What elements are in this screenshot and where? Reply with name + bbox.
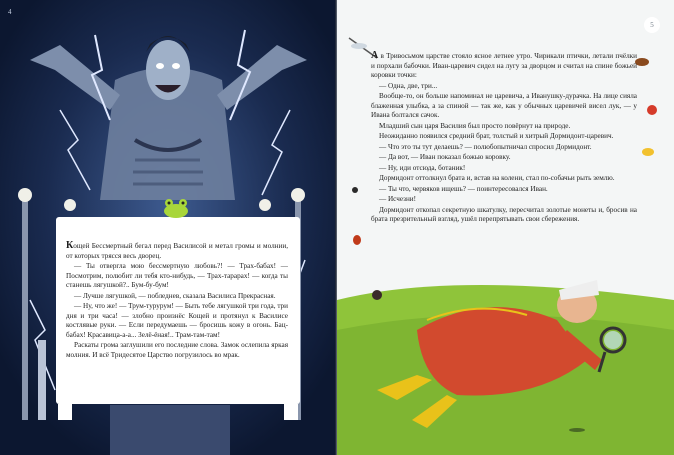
ladybug-icon bbox=[647, 105, 657, 115]
paragraph: — Исчезни! bbox=[379, 195, 417, 203]
beetle-icon bbox=[353, 235, 361, 245]
ant-icon bbox=[352, 187, 358, 193]
right-page bbox=[337, 0, 674, 455]
paragraph: Дормидонт оттолкнул брата и, встав на колени, стал по-собачьи рыть землю. bbox=[379, 174, 615, 182]
wasp-icon bbox=[635, 58, 649, 66]
paragraph: — Ну, что же! — Трум-турурум! — Быть тебе лягушкой три года, три дня и три часа! — злобно произнёс Кощей и протянул к Василисе костлявые руки. — Если передумаешь — бросишь кожу в огонь. Бац-бабах! Красавица-а-а... Зелё-ёная!.. Трам-там-там! bbox=[66, 302, 288, 339]
bee-icon bbox=[642, 148, 654, 156]
paragraph: Дормидонт откопал секретную шкатулку, пересчитал золотые монеты и, бросив на брата презрительный взгляд, ушёл перепрятывать свои сбережения. bbox=[371, 205, 637, 223]
paragraph: — Лучше лягушкой, — побледнев, сказала Василиса Прекрасная. bbox=[74, 291, 276, 300]
scroll-foot-left bbox=[58, 404, 72, 420]
page-number-left: 4 bbox=[8, 8, 12, 16]
paragraph: — Одна, две, три... bbox=[379, 81, 438, 90]
paragraph: — Да вот, — Иван показал божью коровку. bbox=[379, 153, 511, 161]
right-page-text bbox=[371, 51, 637, 226]
paragraph: Вообще-то, он больше напоминал не царевича, а Иванушку-дурачка. На лице сияла блаженная улыбка, а за спиной — так же, как у обычных царевичей висел лук, — у Ивана болтался сачок. bbox=[371, 92, 637, 119]
grasshopper-icon bbox=[569, 428, 585, 432]
paragraph: — Ты отвергла мою бессмертную любовь?! — Трах-бабах! — Посмотрим, полюбит ли тебя кто-нибудь, — Трах-тарарах! — когда ты станешь лягушкой?.. Бум-бу-бум! bbox=[66, 262, 288, 289]
paragraph: — Ты что, червяков ищешь? — поинтересовался Иван. bbox=[379, 184, 548, 193]
paragraph: — Что это ты тут делаешь? — полюбопытничал спросил Дормидонт. bbox=[379, 142, 592, 151]
page-number-right: 5 bbox=[644, 17, 660, 33]
paragraph: А в Тривосьмом царстве стояло ясное летнее утро. Чирикали птички, летали пчёлки и порхали бабочки. Иван-царевич сидел на лугу за дворцом и считал на спине божьей коровки точки: bbox=[371, 50, 637, 79]
left-page-text bbox=[66, 241, 288, 361]
paragraph: Младший сын царя Василия был просто повёрнут на природе. bbox=[379, 121, 571, 130]
paragraph: — Ну, иди отсюда, ботаник! bbox=[379, 163, 466, 172]
scroll-foot-right bbox=[284, 404, 298, 420]
paragraph: Неожиданно появился средний брат, толстый и хитрый Дормидонт-царевич. bbox=[379, 132, 614, 140]
paragraph: Кощей Бессмертный бегал перед Василисой и метал громы и молнии, от которых трясся весь дворец. bbox=[66, 240, 288, 260]
paragraph: Раскаты грома заглушили его последние слова. Замок ослепила яркая молния. И всё Тридесятое Царство погрузилось во мрак. bbox=[66, 341, 288, 359]
spider-icon bbox=[372, 290, 382, 300]
